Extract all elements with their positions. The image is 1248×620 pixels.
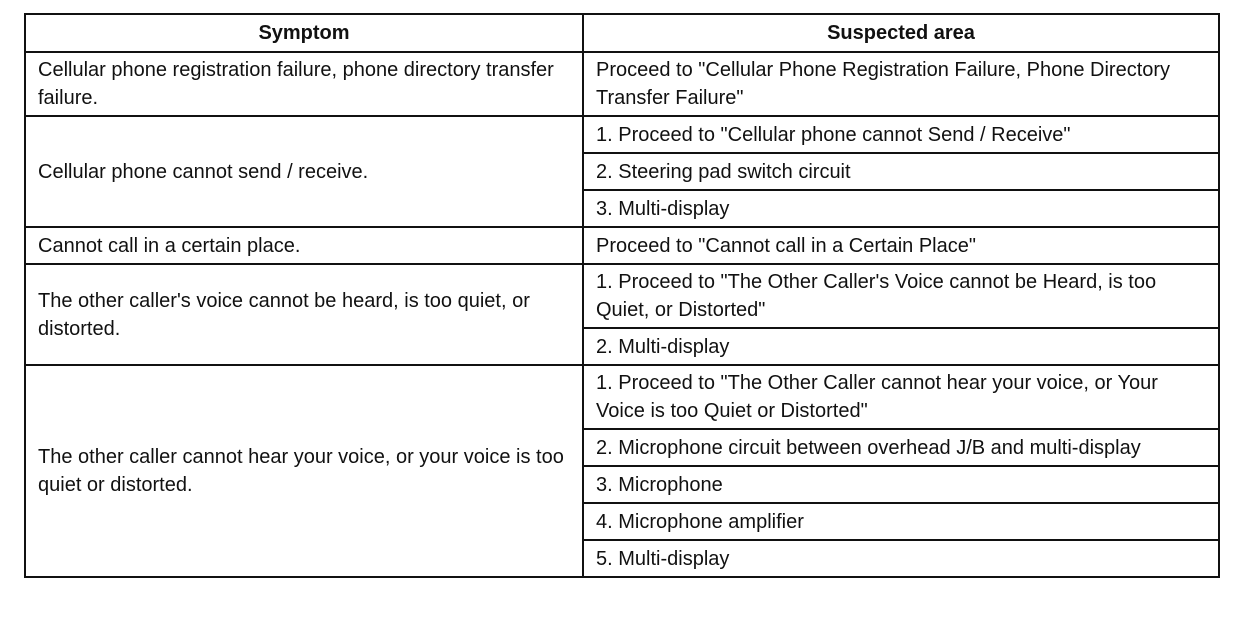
suspected-area-cell: 2. Steering pad switch circuit [583,153,1219,190]
symptom-cell: Cannot call in a certain place. [25,227,583,264]
table-row [25,52,1219,116]
table-row [25,227,1219,264]
suspected-area-header: Suspected area [583,14,1219,52]
troubleshooting-table [24,13,1220,578]
header-row [25,14,1219,52]
symptom-cell: The other caller's voice cannot be heard, is too quiet, or distorted. [25,264,583,365]
symptom-cell: Cellular phone registration failure, phone directory transfer failure. [25,52,583,116]
suspected-area-cell: 5. Multi-display [583,540,1219,577]
suspected-area-cell: 2. Microphone circuit between overhead J/B and multi-display [583,429,1219,466]
suspected-area-cell: 4. Microphone amplifier [583,503,1219,540]
suspected-area-cell: Proceed to "Cellular Phone Registration Failure, Phone Directory Transfer Failure" [583,52,1219,116]
suspected-area-cell: 3. Microphone [583,466,1219,503]
suspected-area-cell: 1. Proceed to "Cellular phone cannot Send / Receive" [583,116,1219,153]
symptom-header: Symptom [25,14,583,52]
table-row [25,116,1219,153]
suspected-area-cell: 1. Proceed to "The Other Caller's Voice cannot be Heard, is too Quiet, or Distorted" [583,264,1219,328]
suspected-area-cell: 2. Multi-display [583,328,1219,365]
suspected-area-cell: 3. Multi-display [583,190,1219,227]
symptom-cell: Cellular phone cannot send / receive. [25,116,583,227]
symptom-cell: The other caller cannot hear your voice, or your voice is too quiet or distorted. [25,365,583,577]
suspected-area-cell: 1. Proceed to "The Other Caller cannot hear your voice, or Your Voice is too Quiet or Distorted" [583,365,1219,429]
table-row [25,264,1219,328]
suspected-area-cell: Proceed to "Cannot call in a Certain Place" [583,227,1219,264]
table-row [25,365,1219,429]
